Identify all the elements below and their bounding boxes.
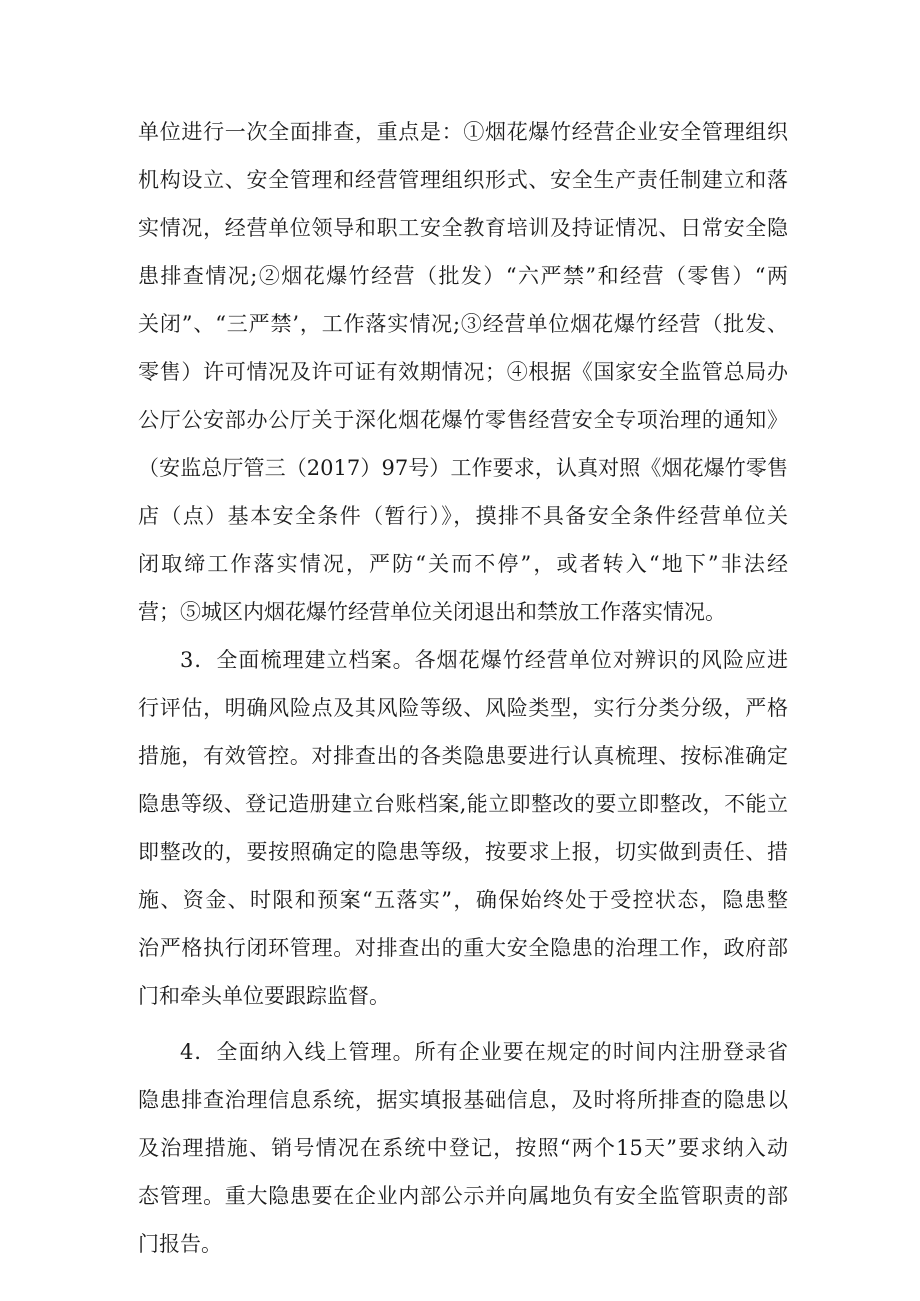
text-line: 零售）许可情况及许可证有效期情况；④根据《国家安全监管总局办	[138, 360, 788, 384]
text-line: 态管理。重大隐患要在企业内部公示并向属地负有安全监管职责的部	[138, 1184, 788, 1208]
text-line: 闭取缔工作落实情况，严防“关而不停”，或者转入“地下”非法经	[138, 552, 788, 576]
section-heading-line: 4．全面纳入线上管理。所有企业要在规定的时间内注册登录省	[180, 1040, 788, 1064]
text-line: 门和牵头单位要跟踪监督。	[138, 984, 390, 1008]
text-line: 营；⑤城区内烟花爆竹经营单位关闭退出和禁放工作落实情况。	[138, 600, 726, 624]
text-line: 措施，有效管控。对排查出的各类隐患要进行认真梳理、按标准确定	[138, 744, 788, 768]
text-line: 店（点）基本安全条件（暂行）》，摸排不具备安全条件经营单位关	[138, 504, 788, 528]
text-line: 治严格执行闭环管理。对排查出的重大安全隐患的治理工作，政府部	[138, 936, 788, 960]
section-heading-line: 3．全面梳理建立档案。各烟花爆竹经营单位对辨识的风险应进	[180, 648, 788, 672]
text-line: （安监总厅管三（2017）97号）工作要求，认真对照《烟花爆竹零售	[138, 456, 788, 480]
text-line: 即整改的，要按照确定的隐患等级，按要求上报，切实做到责任、措	[138, 840, 788, 864]
text-line: 单位进行一次全面排查，重点是：①烟花爆竹经营企业安全管理组织	[138, 120, 788, 144]
text-line: 施、资金、时限和预案“五落实”，确保始终处于受控状态，隐患整	[138, 888, 788, 912]
text-line: 机构设立、安全管理和经营管理组织形式、安全生产责任制建立和落	[138, 168, 788, 192]
text-line: 公厅公安部办公厅关于深化烟花爆竹零售经营安全专项治理的通知》	[138, 408, 788, 432]
text-line: 行评估，明确风险点及其风险等级、风险类型，实行分类分级，严格	[138, 696, 788, 720]
text-line: 及治理措施、销号情况在系统中登记，按照“两个15天”要求纳入动	[138, 1136, 788, 1160]
text-line: 关闭”、“三严禁’，工作落实情况;③经营单位烟花爆竹经营（批发、	[138, 312, 788, 336]
text-line: 患排查情况;②烟花爆竹经营（批发）“六严禁”和经营（零售）“两	[138, 264, 788, 288]
text-line: 隐患等级、登记造册建立台账档案,能立即整改的要立即整改，不能立	[138, 792, 788, 816]
text-line: 实情况，经营单位领导和职工安全教育培训及持证情况、日常安全隐	[138, 216, 788, 240]
text-line: 门报告。	[138, 1232, 222, 1256]
text-line: 隐患排查治理信息系统，据实填报基础信息，及时将所排查的隐患以	[138, 1088, 788, 1112]
